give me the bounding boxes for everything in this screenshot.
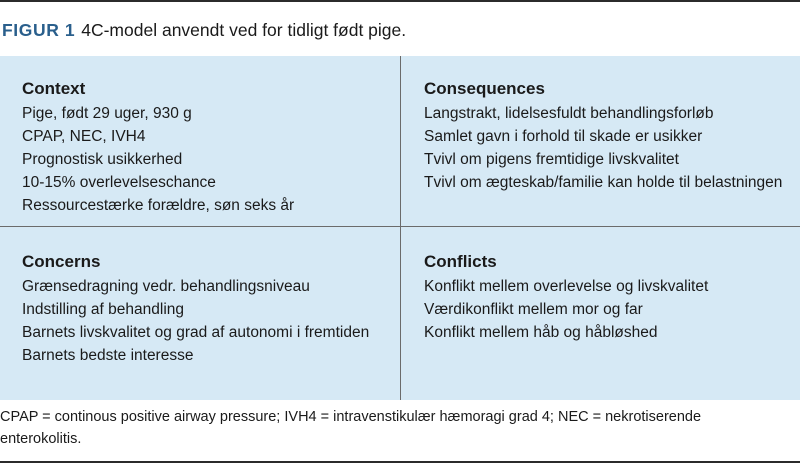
figure-title — [2, 19, 406, 41]
list-item: CPAP, NEC, IVH4 — [22, 128, 146, 145]
quadrant-list-concerns — [22, 275, 392, 367]
quadrant-list-conflicts — [424, 275, 794, 344]
list-item: Ressourcestærke forældre, søn seks år — [22, 197, 295, 214]
quadrant-heading-concerns: Concerns — [22, 252, 101, 271]
list-item: Tvivl om ægteskab/familie kan holde til belastningen — [424, 174, 783, 191]
list-item: Barnets bedste interesse — [22, 347, 194, 364]
top-rule — [0, 0, 800, 2]
quadrant-heading-consequences: Consequences — [424, 79, 545, 98]
bottom-rule — [0, 461, 800, 463]
list-item: Samlet gavn i forhold til skade er usikker — [424, 128, 703, 145]
figure-caption: 4C-model anvendt ved for tidligt født pige. — [81, 20, 407, 40]
quadrant-heading-context: Context — [22, 79, 86, 98]
list-item: Barnets livskvalitet og grad af autonomi i fremtiden — [22, 324, 370, 341]
quadrant-conflicts — [424, 251, 794, 344]
four-c-model-panel — [0, 56, 800, 400]
list-item: 10-15% overlevelseschance — [22, 174, 216, 191]
quadrant-list-consequences — [424, 102, 794, 194]
list-item: Indstilling af behandling — [22, 301, 185, 318]
quadrant-heading-conflicts: Conflicts — [424, 252, 497, 271]
quadrant-concerns — [22, 251, 392, 367]
list-item: Konflikt mellem overlevelse og livskvalitet — [424, 278, 709, 295]
quadrant-consequences — [424, 78, 794, 194]
vertical-divider — [400, 56, 401, 400]
list-item: Pige, født 29 uger, 930 g — [22, 105, 192, 122]
list-item: Grænsedragning vedr. behandlingsniveau — [22, 278, 310, 295]
footnote: CPAP = continous positive airway pressure; IVH4 = intravenstikulær hæmoragi grad 4; NEC = nekrotiserende enterokolitis. — [0, 409, 702, 447]
list-item: Konflikt mellem håb og håbløshed — [424, 324, 658, 341]
list-item: Værdikonflikt mellem mor og far — [424, 301, 643, 318]
quadrant-list-context — [22, 102, 392, 217]
list-item: Tvivl om pigens fremtidige livskvalitet — [424, 151, 679, 168]
list-item: Prognostisk usikkerhed — [22, 151, 183, 168]
horizontal-divider — [0, 226, 800, 227]
list-item: Langstrakt, lidelsesfuldt behandlingsforløb — [424, 105, 714, 122]
figure-label: FIGUR 1 — [2, 20, 76, 40]
quadrant-context — [22, 78, 392, 217]
